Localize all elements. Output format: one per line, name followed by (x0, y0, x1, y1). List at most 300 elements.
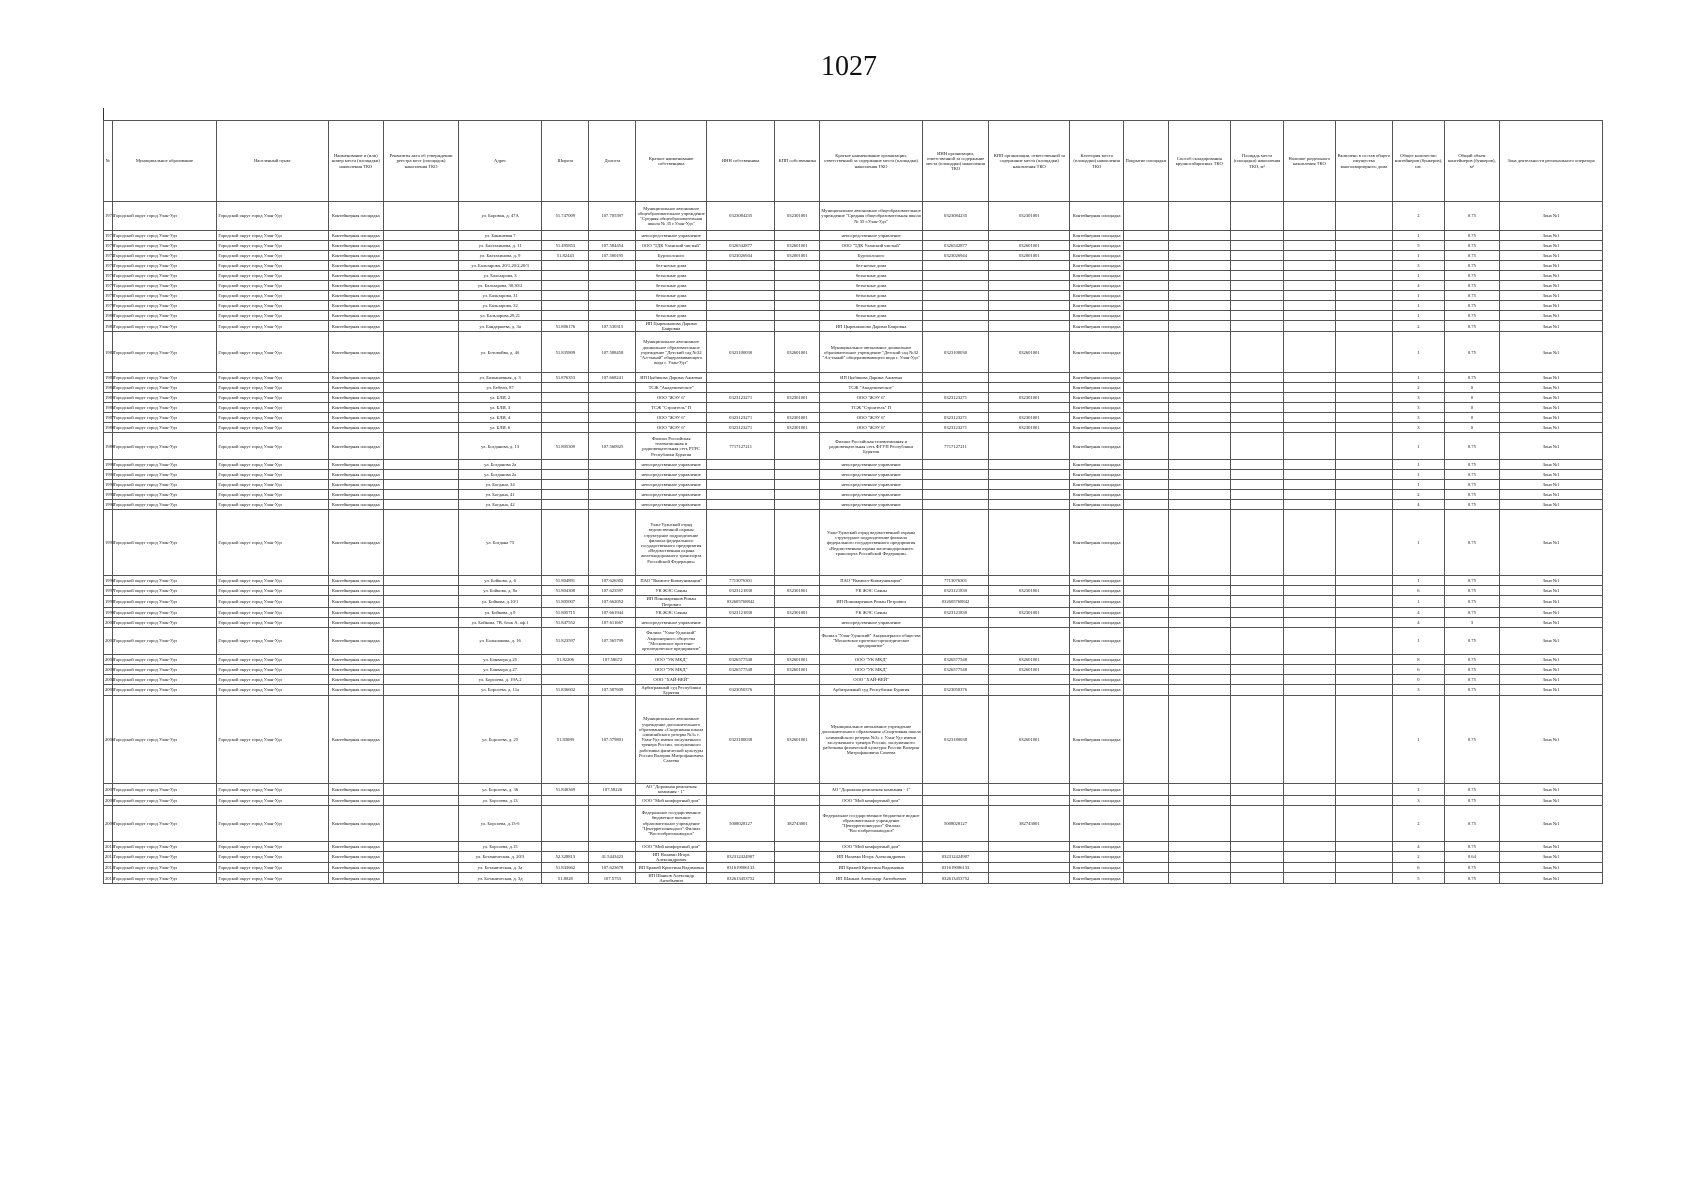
table-cell: 1986 (104, 403, 113, 413)
table-cell (542, 460, 589, 470)
table-row (104, 311, 1603, 321)
table-cell: 1 (1393, 251, 1444, 261)
table-cell: без-ночые дома (636, 261, 707, 271)
table-cell: Контейнерная площадка (1070, 674, 1123, 684)
table-cell (1123, 863, 1168, 873)
table-cell: 0.75 (1444, 470, 1500, 480)
table-cell (384, 684, 459, 695)
table-cell (1335, 586, 1393, 596)
table-cell: Контейнерная площадка (1070, 841, 1123, 851)
table-cell: Контейнерная площадка (328, 433, 384, 460)
table-cell (1284, 851, 1335, 862)
table-cell (1230, 805, 1283, 841)
table-cell: 0323026944 (922, 251, 988, 261)
table-cell (1168, 261, 1230, 271)
table-cell: Городской округ город Улан-Удэ (217, 251, 328, 261)
table-cell (384, 373, 459, 383)
table-cell (542, 500, 589, 510)
table-cell (384, 696, 459, 784)
table-cell (1284, 805, 1335, 841)
table-cell (589, 460, 636, 470)
table-cell: ИП Налавко Игорь Александрович (636, 851, 707, 862)
table-cell: 0323180038 (922, 696, 988, 784)
table-cell (1335, 607, 1393, 617)
table-cell: Контейнерная площадка (1070, 241, 1123, 251)
table-cell (1335, 617, 1393, 627)
table-cell (989, 383, 1070, 393)
table-cell: Городской округ город Улан-Удэ (217, 873, 328, 884)
table-cell: 2004 (104, 674, 113, 684)
table-cell (1230, 423, 1283, 433)
table-cell: Городской округ город Улан-Удэ (217, 851, 328, 862)
table-cell: Контейнерная площадка (1070, 393, 1123, 403)
table-cell (1168, 311, 1230, 321)
table-cell: ООО "ЖЭУ 6" (636, 393, 707, 403)
table-cell (1284, 664, 1335, 674)
table-cell: АО "Дорожная ремонтная компания - 1" (820, 784, 923, 795)
table-cell (1123, 373, 1168, 383)
column-header: Категория места (площадки) накопления ТКО (1070, 121, 1123, 202)
table-cell (1230, 202, 1283, 231)
table-cell: 51.835809 (542, 332, 589, 373)
table-cell: Городской округ город Улан-Удэ (112, 617, 217, 627)
column-header: Площадь места (площадки) накопления ТКО, м² (1230, 121, 1283, 202)
table-cell (1123, 586, 1168, 596)
table-cell (1335, 841, 1393, 851)
table-cell: Зона №1 (1500, 684, 1603, 695)
table-cell: 7713076301 (922, 576, 988, 586)
table-row (104, 291, 1603, 301)
table-cell: Зона №1 (1500, 460, 1603, 470)
table-cell: Городской округ город Улан-Удэ (112, 281, 217, 291)
table-cell (1168, 841, 1230, 851)
table-cell (1284, 617, 1335, 627)
table-cell: ул. БЛИ, 3 (458, 403, 541, 413)
table-cell: 0.75 (1444, 510, 1500, 576)
table-cell: 1 (1393, 460, 1444, 470)
column-header: Краткое наименование собственника (636, 121, 707, 202)
table-cell: Городской округ город Улан-Удэ (217, 311, 328, 321)
table-cell (1168, 460, 1230, 470)
table-cell: Городской округ город Улан-Удэ (112, 664, 217, 674)
table-cell: Контейнерная площадка (328, 241, 384, 251)
table-cell (706, 500, 774, 510)
table-cell: Зона №1 (1500, 261, 1603, 271)
table-cell (706, 460, 774, 470)
table-cell (1123, 664, 1168, 674)
table-cell: Городской округ город Улан-Удэ (217, 332, 328, 373)
table-cell (1284, 433, 1335, 460)
table-cell (1168, 664, 1230, 674)
table-cell: 107.611667 (589, 617, 636, 627)
table-cell: Контейнерная площадка (328, 805, 384, 841)
table-cell (384, 433, 459, 460)
table-cell (384, 311, 459, 321)
table-row (104, 863, 1603, 873)
table-cell (989, 784, 1070, 795)
table-cell (1123, 480, 1168, 490)
table-cell (1168, 596, 1230, 607)
table-cell: Городской округ город Улан-Удэ (217, 433, 328, 460)
table-cell: Контейнерная площадка (1070, 627, 1123, 654)
table-cell: Арбитражный суд Республики Бурятия (820, 684, 923, 695)
table-cell: 51.805309 (542, 433, 589, 460)
table-cell: 0323180038 (706, 696, 774, 784)
table-cell (542, 510, 589, 576)
table-cell (1123, 607, 1168, 617)
table-cell: 6 (1393, 863, 1444, 873)
table-cell (1284, 596, 1335, 607)
table-cell: 1981 (104, 321, 113, 332)
table-cell: Контейнерная площадка (328, 510, 384, 576)
table-cell (1284, 627, 1335, 654)
table-cell (542, 403, 589, 413)
table-cell: Контейнерная площадка (1070, 576, 1123, 586)
table-cell: 1 (1393, 301, 1444, 311)
table-cell: безхозные дома (636, 281, 707, 291)
table-cell (922, 281, 988, 291)
table-cell (1284, 460, 1335, 470)
table-cell: 1987 (104, 413, 113, 423)
column-header: ИНН собственника (706, 121, 774, 202)
table-cell: Городской округ город Улан-Удэ (217, 795, 328, 805)
table-cell (1335, 596, 1393, 607)
table-cell (1335, 321, 1393, 332)
table-row (104, 627, 1603, 654)
table-cell: Контейнерная площадка (1070, 586, 1123, 596)
table-cell (384, 261, 459, 271)
table-cell: 1 (1393, 231, 1444, 241)
table-cell: 1994 (104, 500, 113, 510)
table-cell (1123, 291, 1168, 301)
table-cell (1123, 795, 1168, 805)
table-cell (1168, 202, 1230, 231)
table-cell: ул. Борсоева, д.13 (458, 795, 541, 805)
table-cell (1335, 373, 1393, 383)
table-cell (989, 851, 1070, 862)
table-cell (775, 281, 820, 291)
table-cell: 0.75 (1444, 261, 1500, 271)
table-cell (1168, 413, 1230, 423)
table-cell (706, 271, 774, 281)
table-cell (1168, 696, 1230, 784)
table-cell (1123, 281, 1168, 291)
column-header: Населенный пункт (217, 121, 328, 202)
table-cell: Контейнерная площадка (328, 231, 384, 241)
table-cell (1123, 393, 1168, 403)
table-cell: Контейнерная площадка (328, 674, 384, 684)
table-cell (1168, 684, 1230, 695)
table-cell (1230, 460, 1283, 470)
table-cell: Контейнерная площадка (1070, 664, 1123, 674)
table-cell: Контейнерная площадка (328, 271, 384, 281)
table-cell (1230, 321, 1283, 332)
table-cell: 6 (1393, 586, 1444, 596)
table-cell: непосредственное управление (820, 470, 923, 480)
table-cell (1168, 674, 1230, 684)
table-cell (1168, 241, 1230, 251)
table-cell (989, 627, 1070, 654)
table-cell (706, 281, 774, 291)
table-cell (706, 321, 774, 332)
table-cell (775, 795, 820, 805)
table-cell: ул. Бальзарова,29,21 (458, 311, 541, 321)
table-cell (775, 617, 820, 627)
table-cell: Городской округ город Улан-Удэ (217, 596, 328, 607)
table-cell (775, 261, 820, 271)
table-cell: 8 (1393, 654, 1444, 664)
table-cell (1123, 684, 1168, 695)
table-cell: ТСЖ "Строитель" П (636, 403, 707, 413)
table-cell: Городской округ город Улан-Удэ (112, 231, 217, 241)
table-cell: Городской округ город Улан-Удэ (217, 654, 328, 664)
table-cell (542, 393, 589, 403)
table-cell: Контейнерная площадка (328, 617, 384, 627)
table-cell (706, 261, 774, 271)
table-cell: Улан-Удэнский отряд ведомственной охраны структурное подразделение филиала федерального государственного предприятия «Ведомственная охрана железнодорожного транспорта Российской Федерации» (820, 510, 923, 576)
table-cell (384, 291, 459, 301)
table-cell: ул. Бойкова, 7В, блок А, оф.1 (458, 617, 541, 627)
table-cell: 0.75 (1444, 490, 1500, 500)
table-cell (989, 301, 1070, 311)
table-cell (1168, 784, 1230, 795)
table-cell: ул. Богданова, д. 13 (458, 433, 541, 460)
table-cell: 031619006133 (706, 863, 774, 873)
table-cell (922, 291, 988, 301)
column-header: Включено в состав общего имущества многоквартирного дома (1335, 121, 1393, 202)
table-cell: Контейнерная площадка (328, 627, 384, 654)
table-cell: непосредственное управление (820, 231, 923, 241)
table-cell (775, 784, 820, 795)
table-cell: безхозные дома (636, 291, 707, 301)
table-cell: 0.75 (1444, 795, 1500, 805)
table-cell: Контейнерная площадка (1070, 291, 1123, 301)
table-cell: Контейнерная площадка (1070, 805, 1123, 841)
table-cell: ул. Ботаническая, д. 3а (458, 863, 541, 873)
table-cell (922, 500, 988, 510)
table-cell: ИП Цыбикова Дарима Ажаевна (820, 373, 923, 383)
table-cell: безхозные дома (636, 271, 707, 281)
table-cell: ул. Бальзарова, 32 (458, 301, 541, 311)
column-header: КПП собственника (775, 121, 820, 202)
table-cell: Филиал Российская телевизионная и радиовещательная сеть РТРС Республики Бурятия (636, 433, 707, 460)
table-cell: Городской округ город Улан-Удэ (217, 586, 328, 596)
table-cell (1123, 231, 1168, 241)
table-cell: Городской округ город Улан-Удэ (112, 841, 217, 851)
table-cell: Городской округ город Улан-Удэ (112, 576, 217, 586)
table-cell: Зона №1 (1500, 873, 1603, 884)
table-cell: Городской округ город Улан-Удэ (112, 586, 217, 596)
table-cell: 107.623678 (589, 863, 636, 873)
table-cell (1335, 627, 1393, 654)
table-cell (1284, 311, 1335, 321)
table-cell: Городской округ город Улан-Удэ (217, 413, 328, 423)
table-cell (1335, 261, 1393, 271)
table-cell (1230, 627, 1283, 654)
table-cell (1230, 291, 1283, 301)
table-cell: 2 (1393, 383, 1444, 393)
table-cell (706, 627, 774, 654)
table-row (104, 231, 1603, 241)
table-cell (542, 674, 589, 684)
table-cell (1230, 393, 1283, 403)
table-cell (775, 873, 820, 884)
table-cell: 0323123271 (922, 413, 988, 423)
table-cell: 1 (1393, 480, 1444, 490)
table-cell (1335, 281, 1393, 291)
table-cell (384, 460, 459, 470)
table-cell: Контейнерная площадка (328, 500, 384, 510)
table-cell: Зона №1 (1500, 664, 1603, 674)
table-cell: Филиал "Улан-Удэнский" Акционерного общества "Московское протезно-ортопедическое предприятие" (820, 627, 923, 654)
table-cell: ООО "ЖЭУ 6" (636, 413, 707, 423)
table-cell (1123, 873, 1168, 884)
table-cell: 032613453752 (922, 873, 988, 884)
table-cell: ИП Бражей Кристина Вадимовна (636, 863, 707, 873)
table-cell: Контейнерная площадка (328, 261, 384, 271)
table-cell: непосредственное управление (636, 500, 707, 510)
table-cell (1335, 251, 1393, 261)
table-cell: Городской округ город Улан-Удэ (217, 301, 328, 311)
table-cell: Контейнерная площадка (1070, 684, 1123, 695)
table-cell: Контейнерная площадка (1070, 696, 1123, 784)
table-cell: 0326577548 (922, 664, 988, 674)
table-cell: ИП Цыбикова Дарима Ажаевна (636, 373, 707, 383)
table-cell (1123, 413, 1168, 423)
table-cell: 7717127211 (922, 433, 988, 460)
table-cell (1230, 576, 1283, 586)
table-cell (542, 480, 589, 490)
table-cell (542, 490, 589, 500)
table-cell: 032301001 (989, 393, 1070, 403)
table-cell: Городской округ город Улан-Удэ (112, 654, 217, 664)
table-cell: ТСЖ "Академическое" (636, 383, 707, 393)
table-cell: Зона №1 (1500, 795, 1603, 805)
table-cell: Федеральное государственное бюджетное военное образовательное учреждение "Центррегионводхоз" Филиал "Востсибрегионводхоз" (636, 805, 707, 841)
table-cell: ИП Шаньов Александр Антибьевич (820, 873, 923, 884)
table-row (104, 433, 1603, 460)
table-cell: 0.75 (1444, 596, 1500, 607)
table-cell: Контейнерная площадка (328, 373, 384, 383)
table-cell (1123, 460, 1168, 470)
table-cell: Городской округ город Улан-Удэ (112, 423, 217, 433)
table-cell: Городской округ город Улан-Удэ (112, 480, 217, 490)
table-cell (1335, 490, 1393, 500)
table-cell (1230, 490, 1283, 500)
table-cell: Городской округ город Улан-Удэ (112, 863, 217, 873)
table-cell (1284, 261, 1335, 271)
table-cell: ул. Борсоева, д. 11а (458, 684, 541, 695)
table-cell: 0323123271 (922, 423, 988, 433)
table-cell (922, 841, 988, 851)
table-cell: 51.804308 (542, 586, 589, 596)
table-row (104, 202, 1603, 231)
table-cell: Городской округ город Улан-Удэ (217, 373, 328, 383)
table-cell: 1998 (104, 596, 113, 607)
table-cell: Городской округ город Улан-Удэ (217, 261, 328, 271)
table-cell: 1973 (104, 241, 113, 251)
table-cell (706, 490, 774, 500)
table-cell: 0.75 (1444, 251, 1500, 261)
table-cell (1335, 500, 1393, 510)
table-cell: Городской округ город Улан-Удэ (217, 460, 328, 470)
table-cell (384, 617, 459, 627)
table-cell (1123, 805, 1168, 841)
table-cell (1168, 805, 1230, 841)
table-cell: 0 (1444, 413, 1500, 423)
table-cell (589, 383, 636, 393)
table-cell: Зона №1 (1500, 251, 1603, 261)
table-cell: Городской округ город Улан-Удэ (217, 480, 328, 490)
table-cell: 0326577548 (706, 664, 774, 674)
table-cell: Городской округ город Улан-Удэ (217, 231, 328, 241)
table-cell: 0.75 (1444, 202, 1500, 231)
table-cell: безхозные дома (820, 291, 923, 301)
table-cell: Бурзоолсного (636, 251, 707, 261)
table-cell: 1 (1393, 271, 1444, 281)
table-cell (922, 480, 988, 490)
table-cell: Улан-Удэнский отряд ведомственной охраны структурное подразделение филиала федерального государственного предприятия «Ведомственная охрана железнодорожного транспорта Российской Федерации» (636, 510, 707, 576)
table-cell: безхозные дома (820, 271, 923, 281)
table-cell: ООО "УК МКД" (820, 664, 923, 674)
table-cell (1230, 480, 1283, 490)
table-cell: 3 (1393, 403, 1444, 413)
table-cell (1168, 251, 1230, 261)
table-cell: Городской округ город Улан-Удэ (112, 413, 217, 423)
table-cell: Городской округ город Улан-Удэ (112, 805, 217, 841)
table-cell (706, 841, 774, 851)
table-row (104, 490, 1603, 500)
table-cell (1335, 480, 1393, 490)
table-cell: 51.805007 (542, 596, 589, 607)
table-cell: 0.75 (1444, 231, 1500, 241)
table-cell (1230, 373, 1283, 383)
table-cell (1168, 321, 1230, 332)
table-cell: Зона №1 (1500, 674, 1603, 684)
table-cell: ул. Большакова, д. 16 (458, 627, 541, 654)
table-cell: 0.75 (1444, 607, 1500, 617)
table-cell (384, 841, 459, 851)
table-cell (589, 271, 636, 281)
table-cell: 107.560925 (589, 433, 636, 460)
table-cell: Зона №1 (1500, 576, 1603, 586)
table-cell (922, 617, 988, 627)
table-cell: Городской округ город Улан-Удэ (217, 863, 328, 873)
table-cell (1123, 261, 1168, 271)
table-cell: 1 (1393, 576, 1444, 586)
table-cell: 51.823597 (542, 627, 589, 654)
table-cell (1335, 576, 1393, 586)
table-cell: Зона №1 (1500, 321, 1603, 332)
table-cell: 0.75 (1444, 460, 1500, 470)
column-header: Способ складирования крупногабаритных ТКО (1168, 121, 1230, 202)
table-cell: 1985 (104, 393, 113, 403)
table-cell: 0323121830 (706, 586, 774, 596)
table-cell: Зона №1 (1500, 470, 1603, 480)
table-cell: 0323084235 (706, 202, 774, 231)
table-cell: 0323121830 (706, 607, 774, 617)
table-cell: Контейнерная площадка (1070, 433, 1123, 460)
table-cell: Городской округ город Улан-Удэ (112, 321, 217, 332)
table-cell: Городской округ город Улан-Удэ (217, 841, 328, 851)
table-cell (1230, 383, 1283, 393)
table-cell (1335, 470, 1393, 480)
table-cell (1284, 251, 1335, 261)
table-cell: 0.75 (1444, 863, 1500, 873)
table-cell: ул. Балкашевкая, д. 3 (458, 373, 541, 383)
column-header: Адрес (458, 121, 541, 202)
table-cell (775, 291, 820, 301)
